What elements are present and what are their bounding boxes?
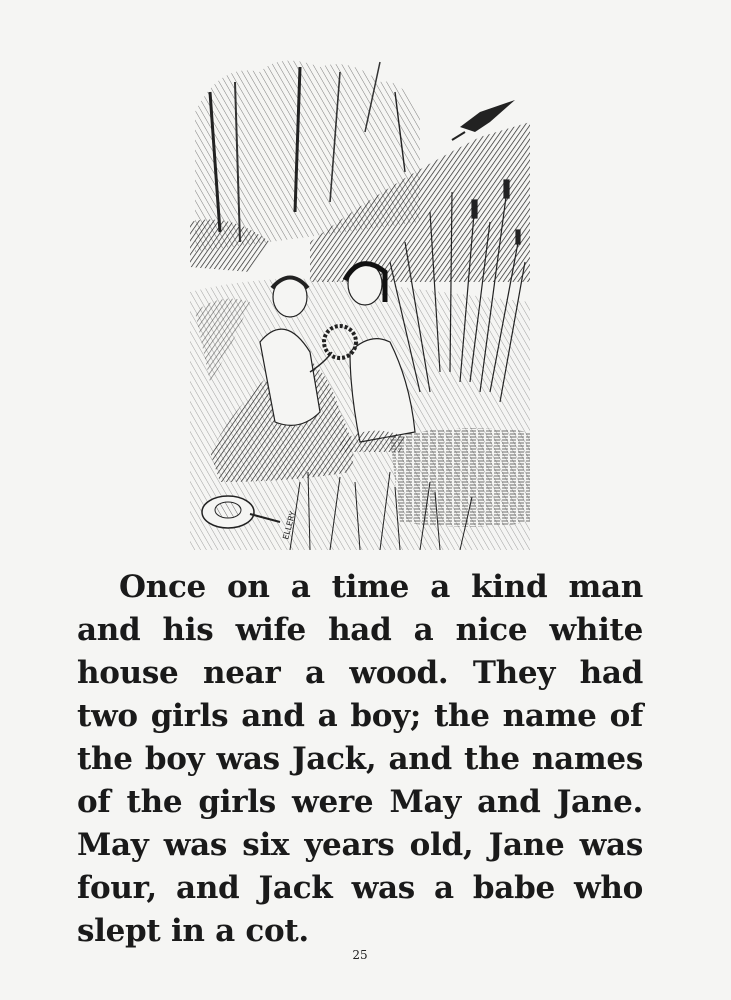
story-line: two girls and a boy; the name of (77, 698, 643, 734)
story-line: and his wife had a nice white (77, 612, 643, 648)
illustration-artwork (190, 52, 530, 550)
story-line: Once on a time a kind man (119, 569, 643, 605)
story-line: the boy was Jack, and the names (77, 741, 643, 777)
story-line: May was six years old, Jane was (77, 827, 643, 863)
engraved-illustration (190, 52, 530, 550)
story-paragraph (77, 566, 643, 953)
pond (390, 428, 530, 527)
page-number: 25 (352, 948, 368, 962)
story-line: house near a wood. They had (77, 655, 643, 691)
story-line: four, and Jack was a babe who (77, 870, 643, 906)
story-line: of the girls were May and Jane. (77, 784, 643, 820)
story-line: slept in a cot. (77, 913, 309, 949)
engraver-signature: ELLERY (281, 510, 298, 541)
